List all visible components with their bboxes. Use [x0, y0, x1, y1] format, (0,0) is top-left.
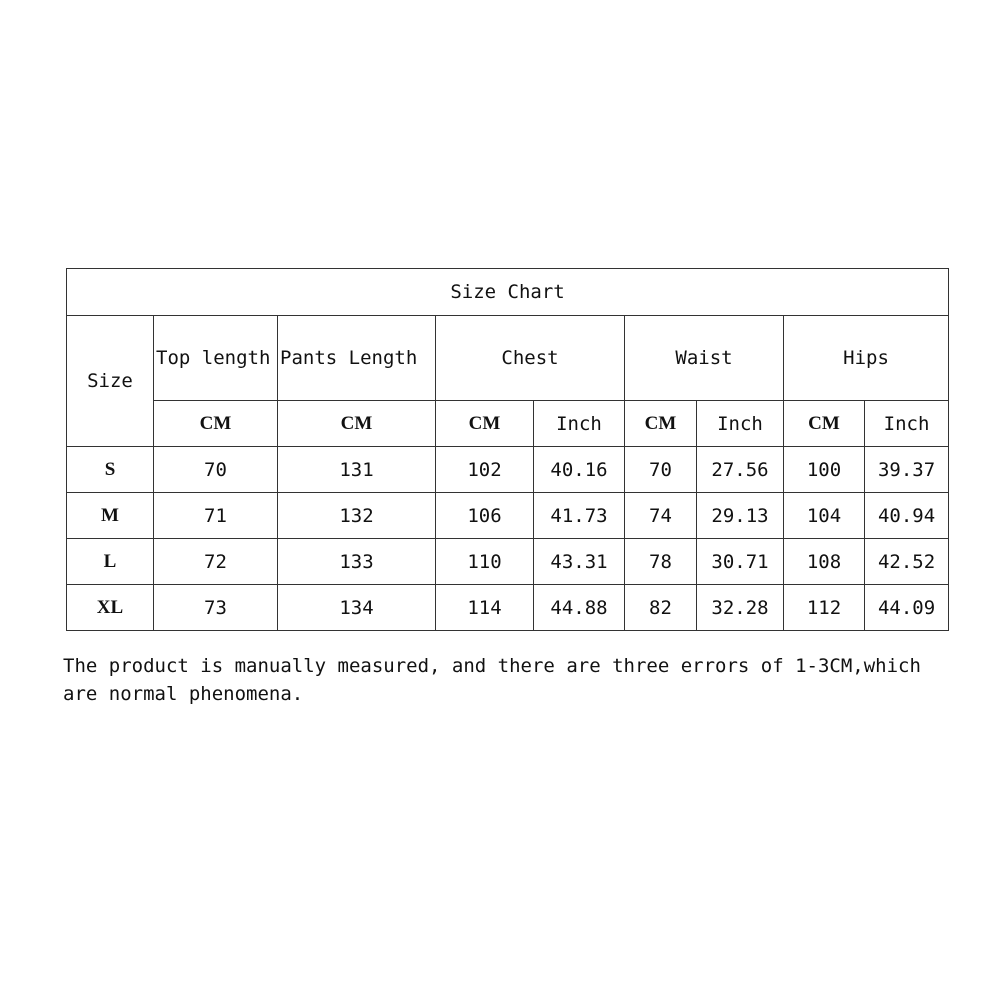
unit-chest-cm: CM	[436, 401, 534, 447]
unit-waist-cm: CM	[625, 401, 697, 447]
cell-top: 72	[154, 539, 278, 585]
row-size: L	[67, 539, 154, 585]
header-chest: Chest	[436, 316, 625, 401]
cell-top: 73	[154, 585, 278, 631]
measurement-note: The product is manually measured, and there are three errors of 1-3CM,which are normal phenomena.	[63, 655, 921, 705]
cell-chest-cm: 114	[436, 585, 534, 631]
header-size: Size	[67, 316, 154, 447]
cell-chest-inch: 41.73	[534, 493, 625, 539]
unit-waist-inch: Inch	[697, 401, 784, 447]
unit-hips-cm: CM	[784, 401, 865, 447]
cell-hips-inch: 39.37	[865, 447, 949, 493]
row-size: S	[67, 447, 154, 493]
title-row	[67, 269, 949, 316]
header-hips: Hips	[784, 316, 949, 401]
unit-pants-cm: CM	[278, 401, 436, 447]
cell-waist-cm: 74	[625, 493, 697, 539]
cell-hips-inch: 40.94	[865, 493, 949, 539]
cell-pants: 133	[278, 539, 436, 585]
cell-hips-cm: 112	[784, 585, 865, 631]
cell-chest-cm: 106	[436, 493, 534, 539]
row-size: XL	[67, 585, 154, 631]
cell-hips-inch: 44.09	[865, 585, 949, 631]
unit-chest-inch: Inch	[534, 401, 625, 447]
table-row	[67, 539, 949, 585]
header-pants-length: Pants Length	[278, 316, 436, 401]
table-row	[67, 447, 949, 493]
cell-pants: 134	[278, 585, 436, 631]
cell-hips-cm: 104	[784, 493, 865, 539]
header-row	[67, 316, 949, 401]
cell-waist-cm: 82	[625, 585, 697, 631]
cell-waist-inch: 30.71	[697, 539, 784, 585]
row-size: M	[67, 493, 154, 539]
cell-top: 70	[154, 447, 278, 493]
cell-chest-inch: 44.88	[534, 585, 625, 631]
cell-waist-cm: 70	[625, 447, 697, 493]
cell-chest-cm: 102	[436, 447, 534, 493]
cell-hips-inch: 42.52	[865, 539, 949, 585]
cell-hips-cm: 108	[784, 539, 865, 585]
table-row	[67, 493, 949, 539]
cell-chest-cm: 110	[436, 539, 534, 585]
header-waist: Waist	[625, 316, 784, 401]
cell-top: 71	[154, 493, 278, 539]
table-row	[67, 585, 949, 631]
unit-top-cm: CM	[154, 401, 278, 447]
cell-pants: 131	[278, 447, 436, 493]
cell-hips-cm: 100	[784, 447, 865, 493]
cell-waist-inch: 32.28	[697, 585, 784, 631]
cell-chest-inch: 43.31	[534, 539, 625, 585]
cell-chest-inch: 40.16	[534, 447, 625, 493]
size-chart-table	[66, 268, 949, 631]
table-title: Size Chart	[67, 269, 949, 316]
cell-waist-inch: 27.56	[697, 447, 784, 493]
cell-waist-inch: 29.13	[697, 493, 784, 539]
cell-waist-cm: 78	[625, 539, 697, 585]
header-top-length: Top length	[154, 316, 278, 401]
cell-pants: 132	[278, 493, 436, 539]
unit-hips-inch: Inch	[865, 401, 949, 447]
unit-row	[67, 401, 949, 447]
